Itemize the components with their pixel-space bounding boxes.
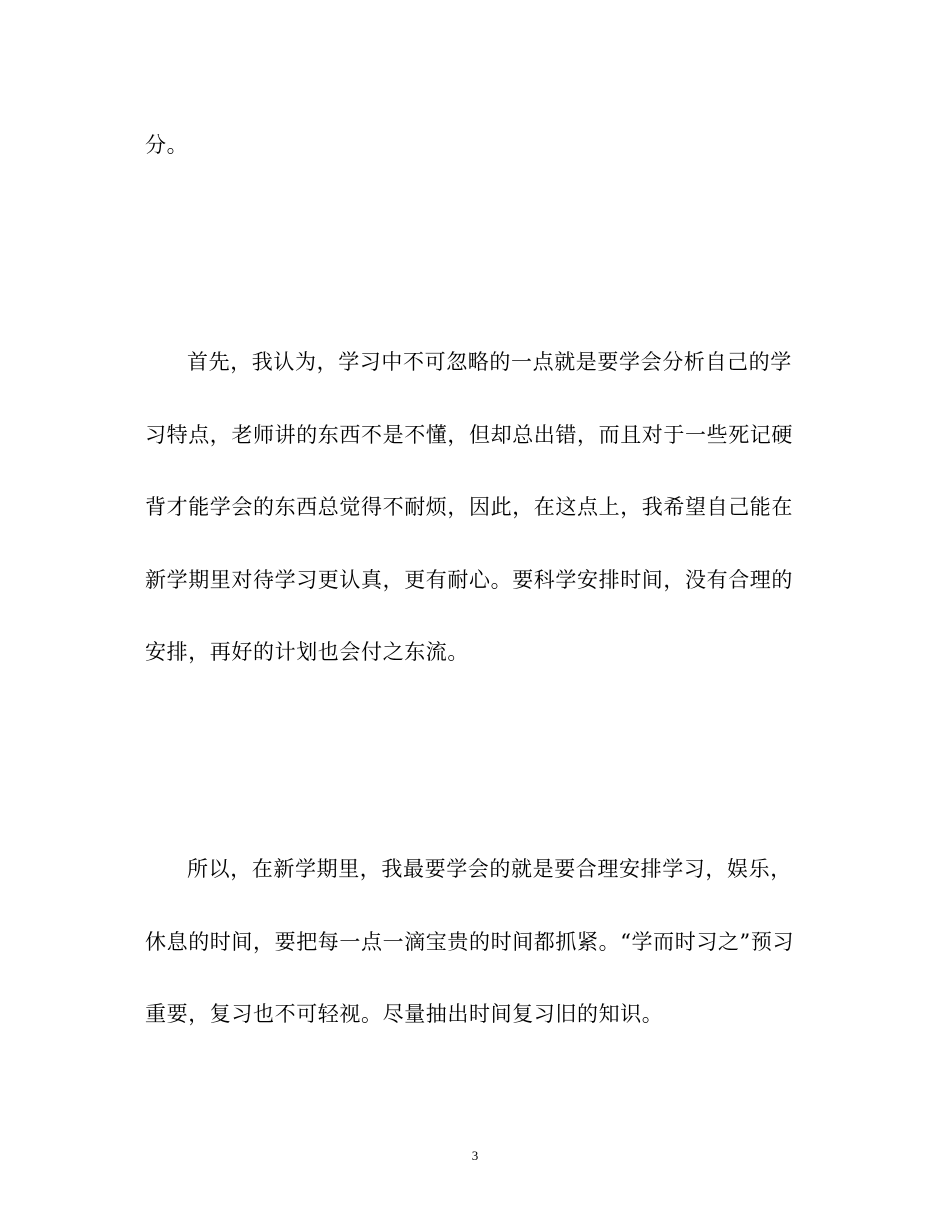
text-line: 新学期里对待学习更认真，更有耐心。要科学安排时间，没有合理的 (145, 568, 793, 592)
text-line: 休息的时间，要把每一点一滴宝贵的时间都抓紧。“学而时习之”预习 (145, 930, 795, 954)
text-line: 安排，再好的计划也会付之东流。 (145, 640, 469, 664)
text-line: 分。 (145, 133, 189, 157)
text-line: 重要，复习也不可轻视。尽量抽出时间复习旧的知识。 (145, 1002, 664, 1026)
text-line: 背才能学会的东西总觉得不耐烦，因此，在这点上，我希望自己能在 (145, 495, 793, 519)
text-line: 首先，我认为，学习中不可忽略的一点就是要学会分析自己的学 (187, 350, 792, 374)
page-number: 3 (471, 1148, 479, 1163)
text-line: 习特点，老师讲的东西不是不懂，但却总出错，而且对于一些死记硬 (145, 423, 793, 447)
text-line: 所以，在新学期里，我最要学会的就是要合理安排学习，娱乐， (187, 857, 792, 881)
